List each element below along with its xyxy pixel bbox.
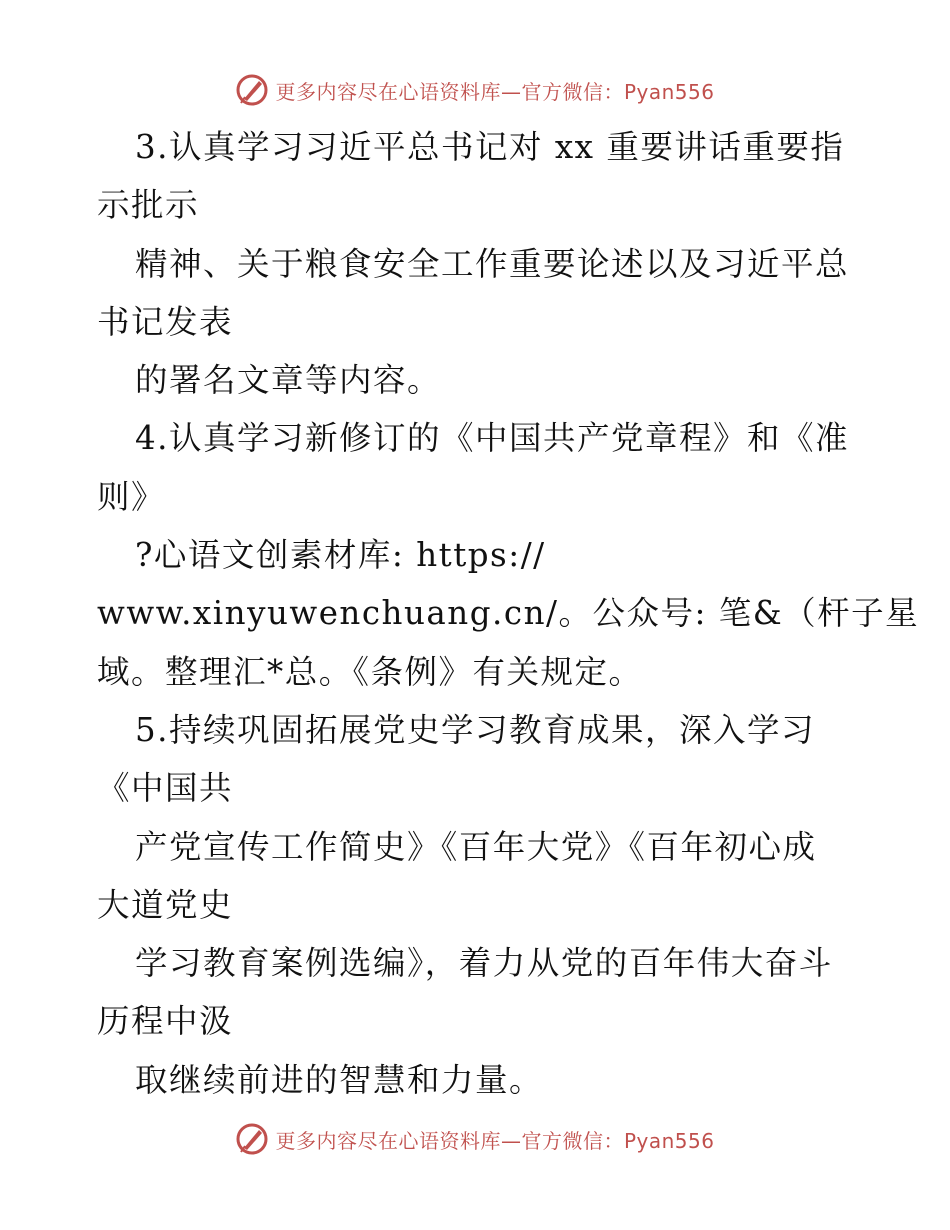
quill-logo-icon — [235, 73, 269, 107]
footer-banner — [0, 1119, 950, 1159]
text-line: 4.认真学习新修订的《中国共产党章程》和《准 — [135, 419, 850, 458]
text-line: 示批示 — [97, 186, 200, 225]
text-line: 历程中汲 — [97, 1002, 234, 1041]
text-line: ?心语文创素材库: https:// — [135, 536, 546, 575]
text-line: 则》 — [97, 477, 166, 516]
quill-logo-icon — [235, 1122, 269, 1156]
text-line: 《中国共 — [97, 769, 234, 808]
text-line: 学习教育案例选编》，着力从党的百年伟大奋斗 — [135, 944, 833, 983]
text-line: 5.持续巩固拓展党史学习教育成果，深入学习 — [135, 710, 816, 749]
text-line: 书记发表 — [97, 302, 234, 341]
text-line: 产党宣传工作简史》《百年大党》《百年初心成 — [135, 827, 817, 866]
text-line: 的署名文章等内容。 — [135, 361, 442, 400]
text-line: www.xinyuwenchuang.cn/。公众号: 笔&（杆子星 — [97, 594, 920, 633]
header-banner-text: 更多内容尽在心语资料库—官方微信：Pyan556 — [275, 79, 715, 104]
header-banner — [0, 70, 950, 110]
document-body — [97, 118, 920, 1109]
text-line: 域。整理汇*总。《条例》有关规定。 — [97, 652, 643, 691]
footer-banner-text: 更多内容尽在心语资料库—官方微信：Pyan556 — [275, 1128, 715, 1153]
text-line: 3.认真学习习近平总书记对 xx 重要讲话重要指 — [135, 128, 845, 166]
text-line: 大道党史 — [97, 885, 234, 924]
text-line: 取继续前进的智慧和力量。 — [135, 1060, 544, 1099]
text-line: 精神、关于粮食安全工作重要论述以及习近平总 — [135, 244, 850, 283]
